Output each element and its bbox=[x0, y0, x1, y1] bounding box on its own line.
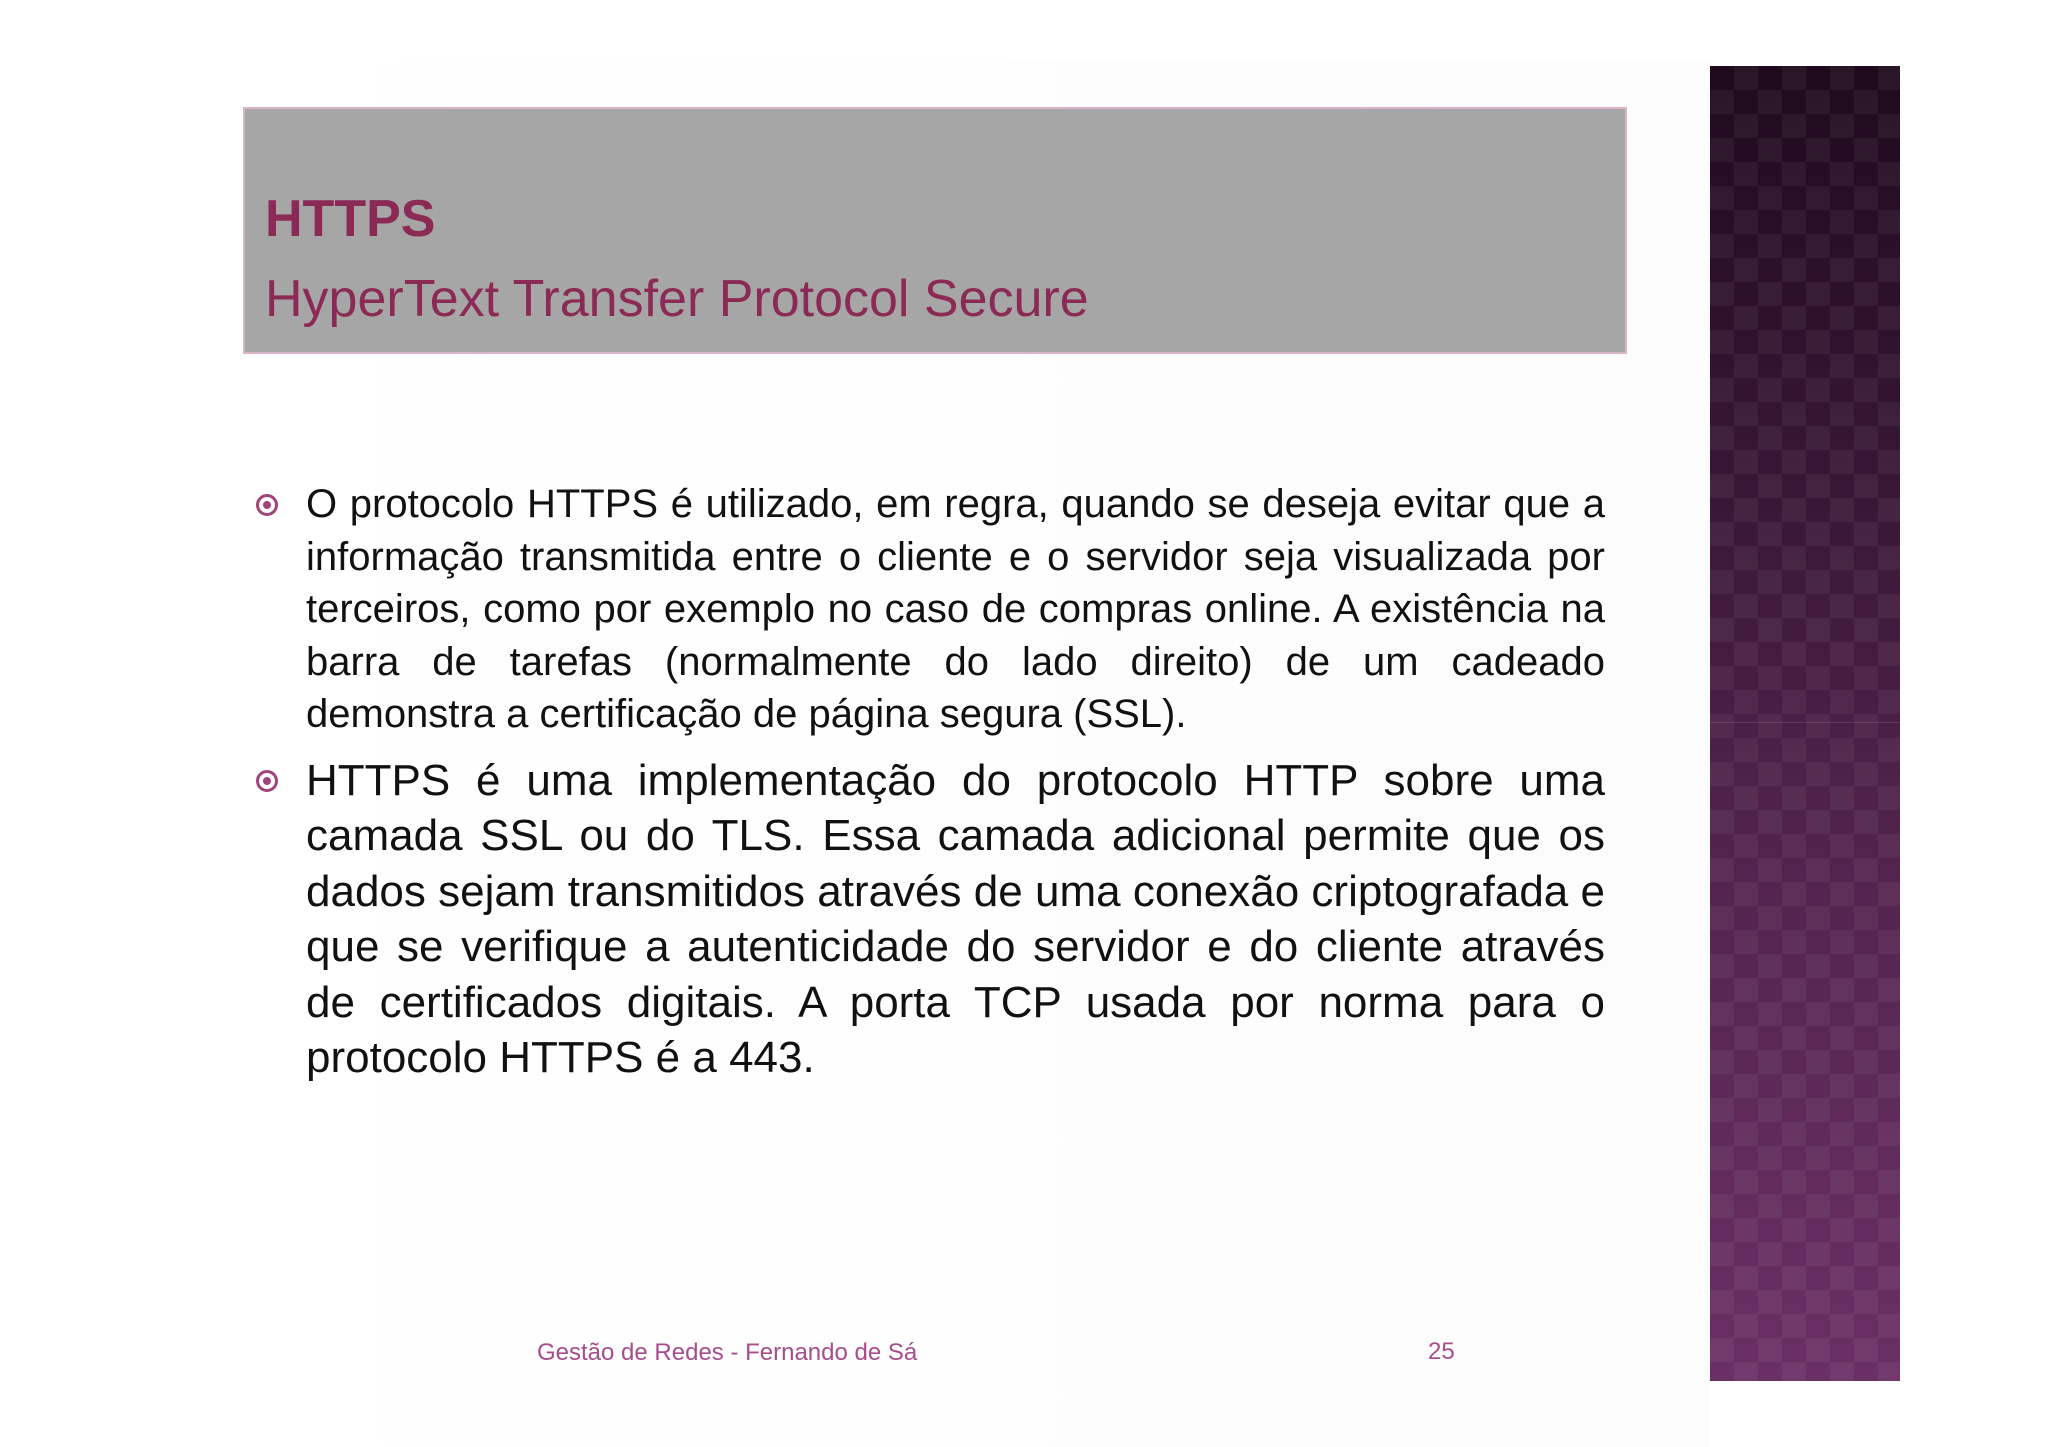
title-box bbox=[243, 107, 1627, 354]
slide-title: HTTPS bbox=[265, 190, 436, 248]
slide-subtitle: HyperText Transfer Protocol Secure bbox=[265, 270, 1089, 328]
bullet-item bbox=[250, 478, 1605, 741]
slide-footer: Gestão de Redes - Fernando de Sá bbox=[537, 1339, 918, 1366]
decorative-side-band bbox=[1710, 66, 1900, 1381]
bullet-text: O protocolo HTTPS é utilizado, em regra, quando se deseja evitar que a informação transmitida entre o cliente e o servidor seja visualizada por terceiros, como por exemplo no caso de compras online. A existência na barra de tarefas (normalmente do lado direito) de um cadeado demonstra a certificação de página segura (SSL). bbox=[306, 482, 1605, 736]
circled-dot-icon bbox=[256, 770, 278, 792]
page-number: 25 bbox=[1428, 1338, 1455, 1365]
circled-dot-icon bbox=[256, 494, 278, 516]
bullet-list bbox=[250, 478, 1605, 1086]
bullet-text: HTTPS é uma implementação do protocolo HTTP sobre uma camada SSL ou do TLS. Essa camada adicional permite que os dados sejam transmitidos através de uma conexão criptografada e que se verifique a autenticidade do servidor e do cliente através de certificados digitais. A porta TCP usada por norma para o protocolo HTTPS é a 443. bbox=[306, 755, 1605, 1082]
bullet-item bbox=[250, 753, 1605, 1086]
